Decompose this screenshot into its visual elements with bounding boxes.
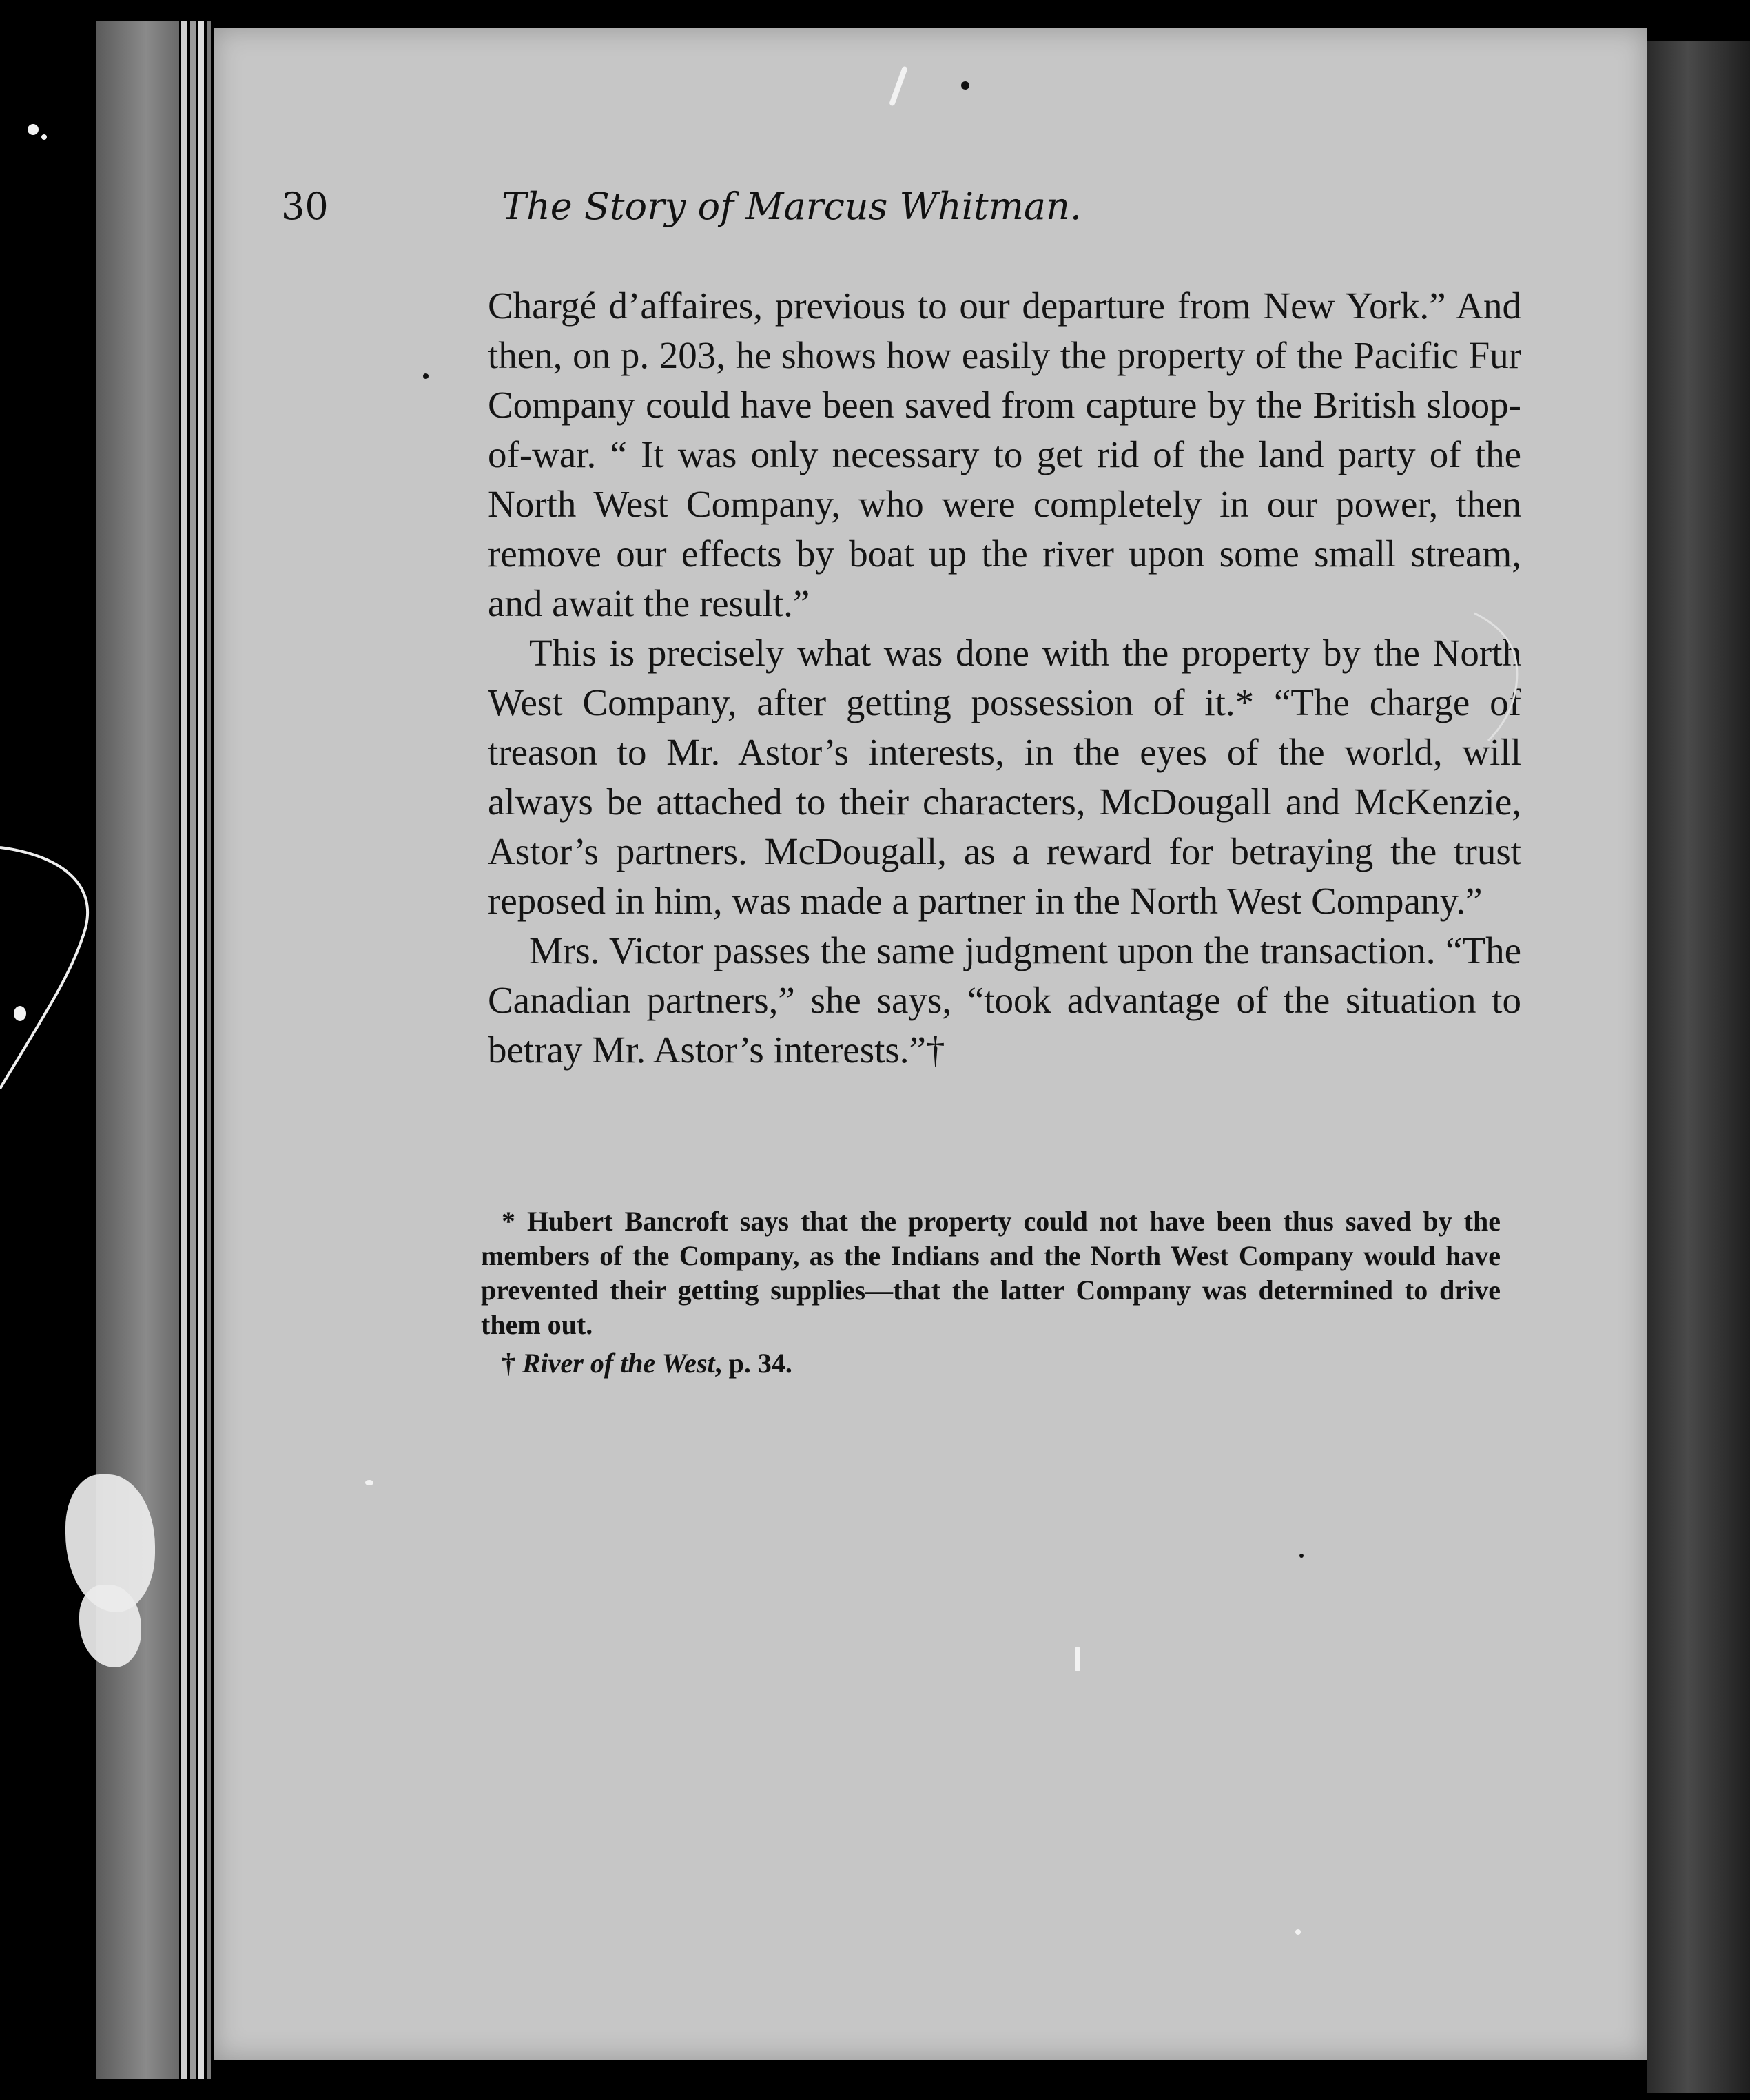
dust-speck (1295, 1929, 1301, 1935)
footnote-dagger (481, 1346, 1501, 1381)
page-edge-line (181, 21, 187, 2079)
running-title: The Story of Marcus Whitman. (502, 185, 1082, 228)
ink-dot (961, 81, 969, 90)
page-edge-line (207, 21, 211, 2079)
dust-speck (28, 124, 39, 135)
dust-speck (41, 134, 47, 140)
ink-dot (423, 373, 429, 379)
footnote-page-ref: , p. 34. (714, 1348, 792, 1379)
paragraph: Chargé d’affaires, previous to our departure from New York.” And then, on p. 203, he shows how easily the property of the Pacific Fur Company could have been saved from capture by the British sloop-of-war. “ It was only necessary to get rid of the land party of the North West Company, who were completely in our power, then remove our effects by boat up the river upon some small stream, and await the result.” (488, 285, 1521, 624)
footnotes (481, 1204, 1501, 1381)
page-edge-line (198, 21, 204, 2079)
hair-artifact (0, 841, 103, 1102)
dagger-mark: † (502, 1348, 522, 1379)
paper-blemish (79, 1585, 141, 1667)
right-binding (1647, 41, 1750, 2093)
paragraph: This is precisely what was done with the property by the North West Company, after getting possession of it.* “The charge of treason to Mr. Astor’s interests, in the eyes of the world, will always be attached to their characters, McDougall and McKenzie, Astor’s partners. McDougall, as a reward for betraying the trust reposed in him, was made a partner in the North West Company.” (488, 632, 1521, 922)
hair-artifact (1474, 606, 1530, 744)
dust-speck (1075, 1647, 1080, 1671)
ink-dot (1299, 1554, 1304, 1558)
footnote-asterisk: * Hubert Bancroft says that the property could not have been thus saved by the members of the Company, as the Indians and the North West Company would have prevented their getting supplies—that the latter Company was determined to drive them out. (481, 1206, 1501, 1340)
paragraph: Mrs. Victor passes the same judgment upon the transaction. “The Canadian partners,” she says, “took advantage of the situation to betray Mr. Astor’s interests.”† (488, 929, 1521, 1071)
body-text (488, 281, 1521, 1075)
page-number: 30 (281, 185, 329, 228)
page-stack-edge (96, 21, 179, 2079)
page-edge-line (190, 21, 196, 2079)
running-head (281, 185, 1301, 247)
footnote-source-title: River of the West (522, 1348, 715, 1379)
dust-speck (365, 1480, 373, 1485)
